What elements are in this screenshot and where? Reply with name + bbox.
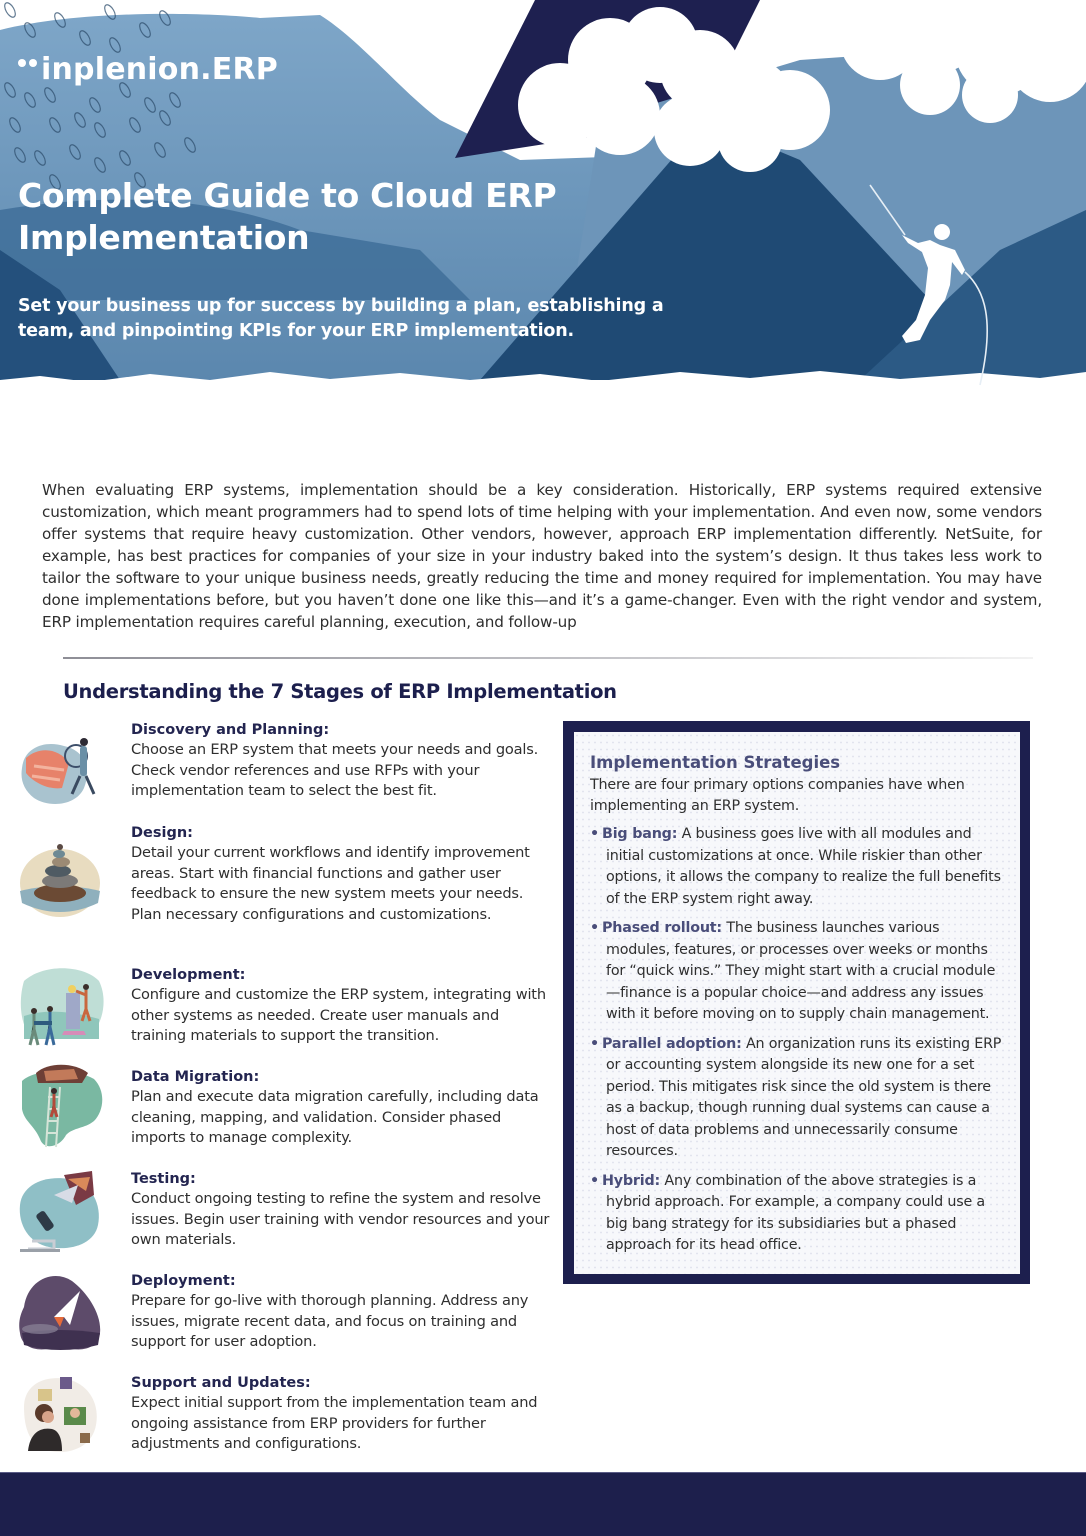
- strategy-phased-rollout: [590, 918, 1004, 1026]
- paper-plane-icon: [14, 1267, 106, 1359]
- page-title-line-2: Implementation: [18, 218, 310, 257]
- strategy-term: Big bang:: [602, 826, 678, 842]
- hero-banner: [0, 0, 1086, 400]
- strategies-list: [590, 824, 1004, 1257]
- strategy-big-bang: [590, 824, 1004, 910]
- microscope-icon: [14, 1165, 106, 1257]
- logo-text: inplenion.ERP: [41, 52, 278, 87]
- strategy-term: Hybrid:: [602, 1172, 661, 1189]
- stage-description: Expect initial support from the implementation team and ongoing assistance from ERP providers for further adjustments and configurations.: [131, 1394, 538, 1452]
- bullet-icon: •: [590, 1172, 599, 1189]
- section-divider: [63, 657, 1033, 659]
- intro-paragraph: When evaluating ERP systems, implementation should be a key consideration. Historically, ERP systems required extensive customization, which meant programmers had to spend lots of time helping with your implementation. And even now, some vendors offer systems that require heavy customization. Other vendors, however, approach ERP implementation differently. NetSuite, for example, has best practices for companies of your size in your industry baked into the system’s design. It thus takes less work to tailor the software to your unique business needs, greatly reducing the time and money required for implementation. You may have done implementations before, but you haven’t done one like this—and it’s a game-changer. Even with the right vendor and system, ERP implementation requires careful planning, execution, and follow-up: [42, 481, 1042, 631]
- magnifying-glass-explorer-icon: [14, 728, 106, 820]
- stage-label: Data Migration:: [131, 1069, 260, 1085]
- page-title-line-1: Complete Guide to Cloud ERP: [18, 176, 557, 215]
- strategy-description: The business launches various modules, features, or processes over weeks or months for “quick wins.” They might start with a crucial module—finance is a popular choice—and address any issues with it before moving on to supply chain management.: [606, 920, 996, 1022]
- strategy-description: Any combination of the above strategies is a hybrid approach. For example, a company could use a big bang strategy for its subsidiaries but a phased approach for its head office.: [606, 1172, 985, 1253]
- stage-label: Support and Updates:: [131, 1375, 311, 1391]
- video-call-icon: [14, 1367, 106, 1459]
- stage-description: Prepare for go-live with thorough planning. Address any issues, migrate recent data, and focus on training and support for user adoption.: [131, 1292, 529, 1350]
- bullet-icon: •: [590, 826, 599, 842]
- logo-dots-icon: [18, 59, 37, 67]
- stage-description: Configure and customize the ERP system, integrating with other systems as needed. Create user manuals and training materials to support the transition.: [131, 986, 546, 1044]
- company-logo: [18, 52, 278, 87]
- stage-description: Conduct ongoing testing to refine the system and resolve issues. Begin user training with vendor resources and your own materials.: [131, 1190, 550, 1248]
- stage-description: Detail your current workflows and identify improvement areas. Start with financial functions and gather user feedback to ensure the new system meets your needs. Plan necessary configurations and customizations.: [131, 844, 530, 923]
- stage-description: Choose an ERP system that meets your needs and goals. Check vendor references and use RFPs with your implementation team to select the best fit.: [131, 741, 539, 799]
- page-title: [18, 175, 618, 259]
- implementation-strategies-box: [563, 721, 1030, 1284]
- stage-label: Testing:: [131, 1171, 196, 1187]
- team-building-icon: [14, 961, 106, 1053]
- stages-section-title: Understanding the 7 Stages of ERP Implementation: [63, 680, 617, 703]
- strategy-description: An organization runs its existing ERP or accounting system alongside its new one for a set period. This mitigates risk since the old system is there as a backup, though running dual systems can cause a host of data problems and unnecessarily consume resources.: [606, 1035, 1002, 1159]
- stage-label: Deployment:: [131, 1273, 236, 1289]
- stage-description: Plan and execute data migration carefully, including data cleaning, mapping, and validation. Consider phased imports to manage complexity.: [131, 1088, 539, 1146]
- strategy-description: A business goes live with all modules and initial customizations at once. While riskier than other options, it allows the company to realize the full benefits of the ERP system right away.: [606, 826, 1001, 907]
- strategy-parallel-adoption: [590, 1034, 1004, 1163]
- footer-band: [0, 1472, 1086, 1536]
- stacked-stones-icon: [14, 831, 106, 923]
- stage-label: Discovery and Planning:: [131, 722, 330, 738]
- strategies-intro: There are four primary options companies have when implementing an ERP system.: [590, 777, 965, 814]
- strategies-title: Implementation Strategies: [590, 753, 841, 772]
- bullet-icon: •: [590, 1035, 599, 1052]
- stage-label: Design:: [131, 825, 193, 841]
- strategy-term: Phased rollout:: [602, 920, 722, 936]
- ladder-climber-icon: [14, 1061, 106, 1153]
- bullet-icon: •: [590, 920, 599, 936]
- page-subtitle: Set your business up for success by building a plan, establishing a team, and pinpointing KPIs for your ERP implementation.: [18, 296, 664, 341]
- strategy-term: Parallel adoption:: [602, 1035, 742, 1052]
- stage-label: Development:: [131, 967, 246, 983]
- strategy-hybrid: [590, 1171, 1004, 1257]
